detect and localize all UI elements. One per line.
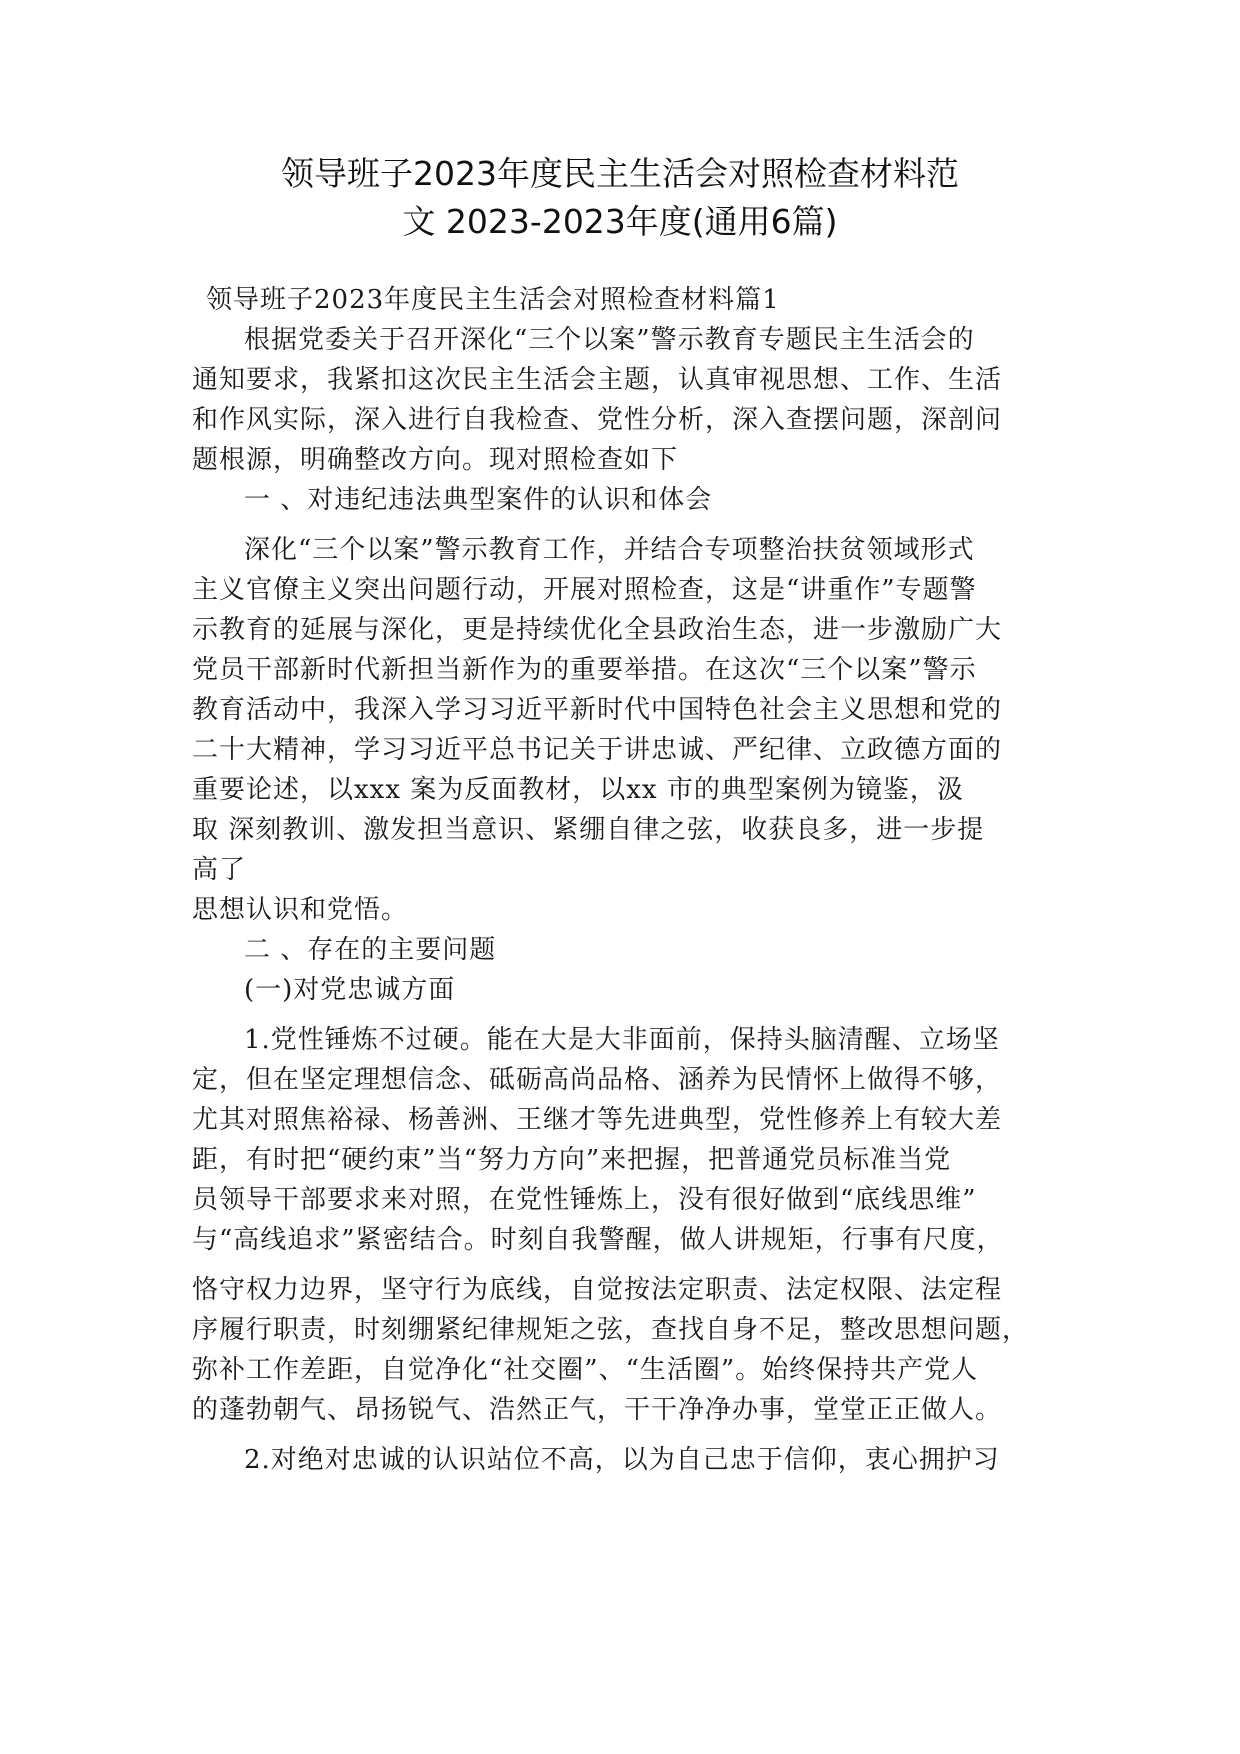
title-line-1: 领导班子2023年度民主生活会对照检查材料范: [281, 154, 959, 193]
paragraph-line: 教育活动中，我深入学习习近平新时代中国特色社会主义思想和党的: [192, 695, 1003, 725]
paragraph-line: 思想认识和党悟。: [192, 895, 409, 925]
paragraph-line: 2.对绝对忠诚的认识站位不高，以为自己忠于信仰，衷心拥护习: [244, 1445, 1000, 1475]
paragraph-line: 重要论述，以xxx 案为反面教材，以xx 市的典型案例为镜鉴，汲: [192, 775, 964, 805]
paragraph-line: 与“高线追求”紧密结合。时刻自我警醒，做人讲规矩，行事有尺度，: [192, 1225, 1004, 1255]
document-title: [0, 150, 1240, 246]
paragraph-line: 题根源，明确整改方向。现对照检查如下: [192, 445, 679, 475]
paragraph-line: 主义官僚主义突出问题行动，开展对照检查，这是“讲重作”专题警: [192, 575, 977, 605]
paragraph-line: 示教育的延展与深化，更是持续优化全县政治生态，进一步激励广大: [192, 615, 1003, 645]
document-body: [192, 280, 1062, 1480]
paragraph-line: 深化“三个以案”警示教育工作，并结合专项整治扶贫领域形式: [244, 535, 975, 565]
paragraph-line: 尤其对照焦裕禄、杨善洲、王继才等先进典型，党性修养上有较大差: [192, 1105, 1003, 1135]
title-line-2: 文 2023-2023年度(通用6篇): [402, 202, 838, 241]
paragraph-line: 员领导干部要求来对照，在党性锤炼上，没有很好做到“底线思维”: [192, 1185, 977, 1215]
paragraph-line: 弥补工作差距，自觉净化“社交圈”、“生活圈”。始终保持共产党人: [192, 1355, 979, 1385]
paragraph-line: 二十大精神，学习习近平总书记关于讲忠诚、严纪律、立政德方面的: [192, 735, 1003, 765]
paragraph-line: 距，有时把“硬约束”当“努力方向”来把握，把普通党员标准当党: [192, 1145, 952, 1175]
paragraph-line: 和作风实际，深入进行自我检查、党性分析，深入查摆问题，深剖问: [192, 405, 1003, 435]
paragraph-line: 恪守权力边界，坚守行为底线，自觉按法定职责、法定权限、法定程: [192, 1275, 1003, 1305]
paragraph-line: 1.党性锤炼不过硬。能在大是大非面前，保持头脑清醒、立场坚: [244, 1025, 1000, 1055]
paragraph-line: 党员干部新时代新担当新作为的重要举措。在这次“三个以案”警示: [192, 655, 977, 685]
paragraph-line: 高了: [192, 855, 247, 885]
section-heading: 二 、存在的主要问题: [244, 935, 497, 965]
paragraph-line: 取 深刻教训、激发担当意识、紧绷自律之弦，收获良多，进一步提: [192, 815, 985, 845]
paragraph-line: 的蓬勃朝气、昂扬锐气、浩然正气，干干净净办事，堂堂正正做人。: [192, 1395, 1003, 1425]
paragraph-line: 根据党委关于召开深化“三个以案”警示教育专题民主生活会的: [244, 325, 975, 355]
section-heading: 领导班子2023年度民主生活会对照检查材料篇1: [206, 285, 780, 315]
section-heading: 一 、对违纪违法典型案件的认识和体会: [244, 485, 713, 515]
subsection-heading: (一)对党忠诚方面: [244, 975, 456, 1005]
paragraph-line: 定，但在坚定理想信念、砥砺高尚品格、涵养为民情怀上做得不够，: [192, 1065, 1003, 1095]
paragraph-line: 序履行职责，时刻绷紧纪律规矩之弦，查找自身不足，整改思想问题，: [192, 1315, 1030, 1345]
paragraph-line: 通知要求，我紧扣这次民主生活会主题，认真审视思想、工作、生活: [192, 365, 1003, 395]
